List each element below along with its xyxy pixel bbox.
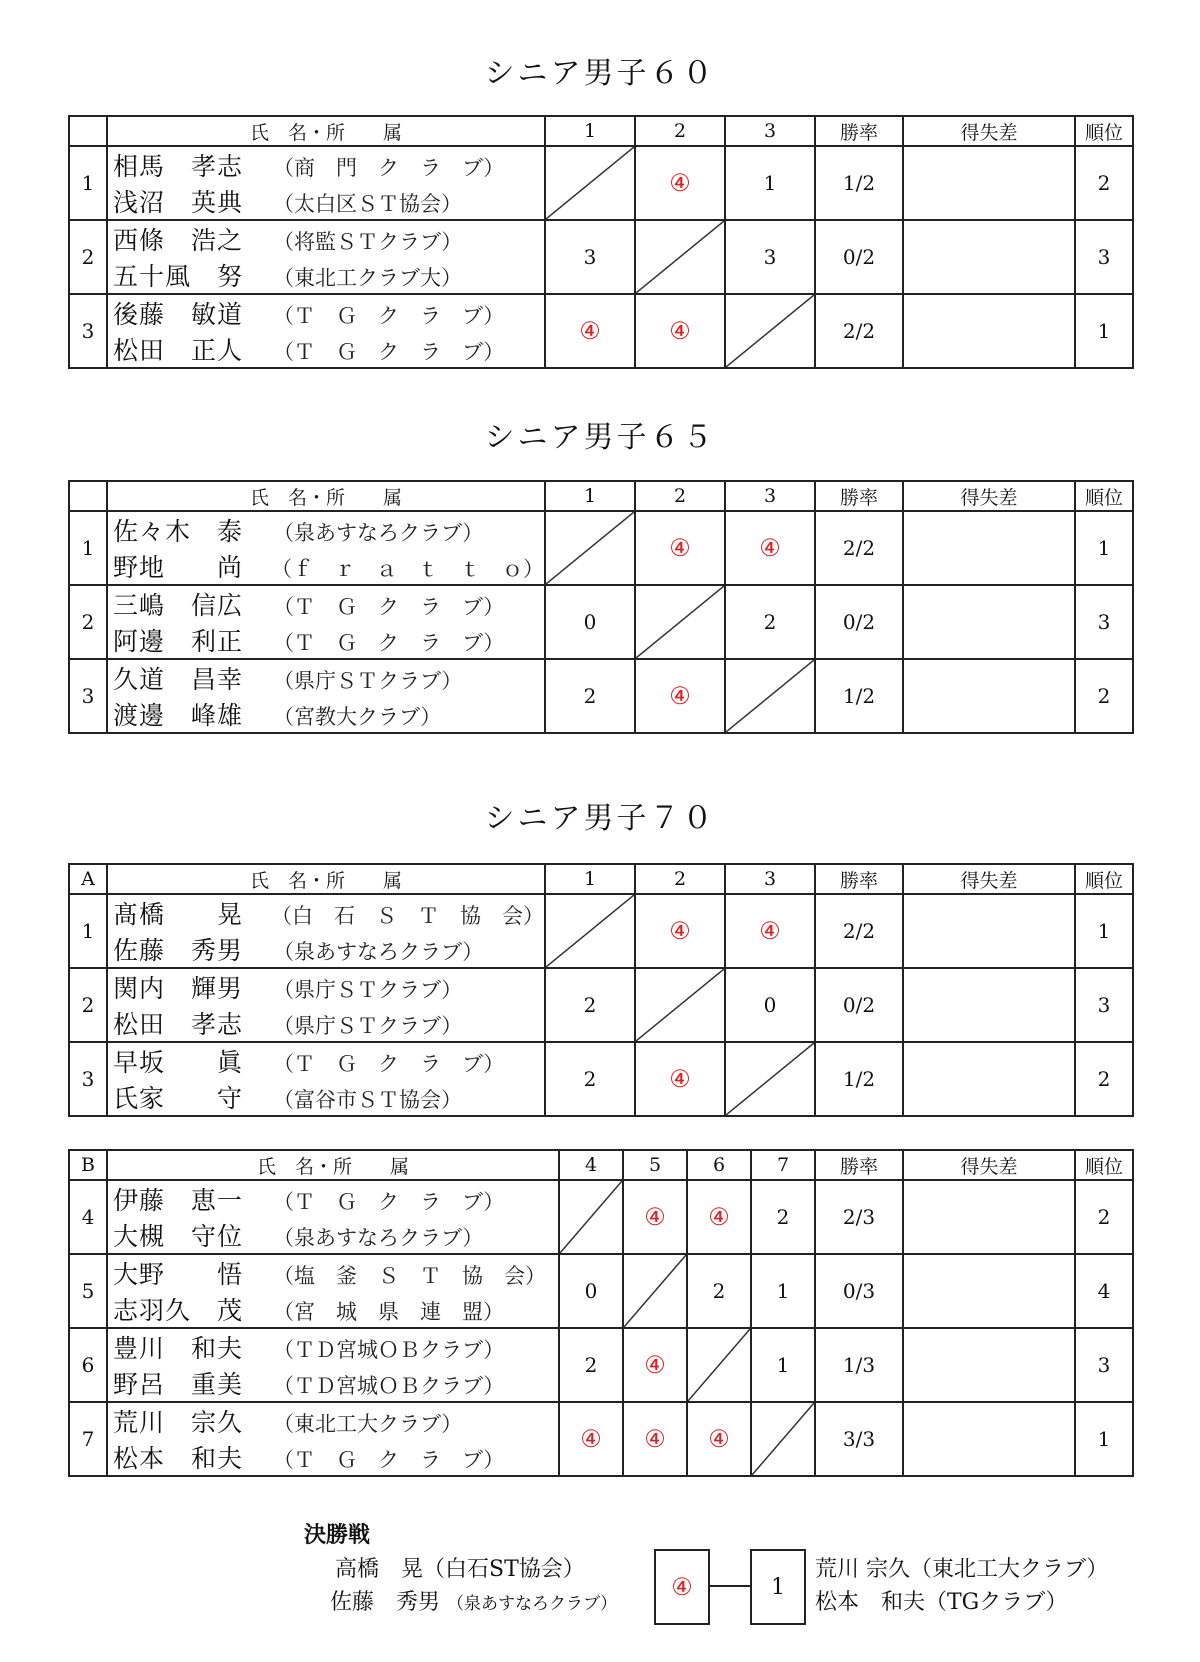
player-line-2 [113, 1217, 558, 1253]
player-club: （ＴＤ宮城ＯＢクラブ） [273, 1338, 505, 1362]
final-left-pair-2-name: 佐藤 秀男 [330, 1590, 441, 1615]
player-name: 相馬 孝志 [113, 152, 244, 181]
header-name-affiliation: 氏 名・所 属 [107, 864, 545, 894]
table-row [69, 511, 1133, 585]
point-diff [903, 585, 1075, 659]
player-club: （Ｔ Ｇ ク ラ ブ） [273, 1190, 505, 1214]
pair-number: 1 [69, 511, 107, 585]
win-score: ④ [669, 169, 691, 197]
player-name: 伊藤 恵一 [113, 1186, 244, 1215]
table-row [69, 1328, 1133, 1402]
pair-number: 5 [69, 1254, 107, 1328]
player-line-2 [113, 1079, 544, 1115]
win-rate: 0/2 [815, 968, 903, 1042]
rank: 1 [1075, 294, 1133, 368]
player-club: （宮 城 県 連 盟） [273, 1300, 504, 1324]
player-line-1 [113, 512, 544, 548]
match-score-cell: 0 [725, 968, 815, 1042]
table-row [69, 294, 1133, 368]
player-club: （Ｔ Ｇ ク ラ ブ） [273, 304, 505, 328]
pair-names [107, 220, 545, 294]
header-row [69, 116, 1133, 146]
rank: 2 [1075, 1180, 1133, 1254]
header-corner: B [69, 1150, 107, 1180]
match-score-cell [635, 659, 725, 733]
round-robin-table-70-b [68, 1149, 1134, 1477]
player-name: 阿邊 利正 [113, 627, 244, 656]
pair-names [107, 1180, 559, 1254]
pair-names [107, 1328, 559, 1402]
table-row [69, 968, 1133, 1042]
player-club: （東北工大クラブ） [273, 1412, 463, 1436]
pair-names [107, 659, 545, 733]
win-rate: 2/2 [815, 894, 903, 968]
player-line-1 [113, 1403, 558, 1439]
rank: 1 [1075, 894, 1133, 968]
self-match-cell [559, 1180, 623, 1254]
rank: 2 [1075, 146, 1133, 220]
match-score-cell: 2 [559, 1328, 623, 1402]
pair-number: 2 [69, 585, 107, 659]
header-row [69, 481, 1133, 511]
win-score: ④ [579, 317, 601, 345]
player-name: 氏家 守 [113, 1084, 244, 1113]
header-opponent-1: 1 [545, 481, 635, 511]
final-left-pair-1: 高橋 晃（白石ST協会） [335, 1557, 585, 1582]
final-right-pair-2: 松本 和夫（TGクラブ） [815, 1590, 1068, 1615]
self-match-cell [635, 220, 725, 294]
self-match-cell [725, 659, 815, 733]
header-corner: A [69, 864, 107, 894]
pair-names [107, 146, 545, 220]
final-right-pair-1: 荒川 宗久（東北工大クラブ） [815, 1557, 1109, 1582]
pair-number: 1 [69, 146, 107, 220]
match-score-cell [635, 1042, 725, 1116]
self-match-cell [635, 585, 725, 659]
self-match-cell [623, 1254, 687, 1328]
header-point-diff: 得失差 [903, 1150, 1075, 1180]
header-point-diff: 得失差 [903, 481, 1075, 511]
player-club: （泉あすなろクラブ） [273, 940, 484, 964]
pair-number: 6 [69, 1328, 107, 1402]
point-diff [903, 1402, 1075, 1476]
header-opponent-4: 4 [559, 1150, 623, 1180]
final-left-pair-2 [330, 1585, 617, 1616]
match-score-cell: 2 [725, 585, 815, 659]
win-score: ④ [669, 1065, 691, 1093]
player-name: 大野 悟 [113, 1260, 244, 1289]
match-score-cell [725, 511, 815, 585]
match-score-cell: 2 [687, 1254, 751, 1328]
win-rate: 2/2 [815, 511, 903, 585]
win-score: ④ [669, 917, 691, 945]
table-row [69, 894, 1133, 968]
header-name-affiliation: 氏 名・所 属 [107, 481, 545, 511]
match-score-cell: 1 [725, 146, 815, 220]
header-rank: 順位 [1075, 116, 1133, 146]
player-line-1 [113, 1329, 558, 1365]
match-score-cell: 0 [545, 585, 635, 659]
player-name: 渡邊 峰雄 [113, 701, 244, 730]
match-score-cell [635, 511, 725, 585]
point-diff [903, 1180, 1075, 1254]
player-line-2 [113, 696, 544, 732]
final-left-score: ④ [654, 1549, 710, 1625]
win-rate: 0/2 [815, 585, 903, 659]
header-point-diff: 得失差 [903, 864, 1075, 894]
match-score-cell [545, 294, 635, 368]
player-name: 野地 尚 [113, 553, 244, 582]
header-opponent-2: 2 [635, 116, 725, 146]
player-club: （泉あすなろクラブ） [273, 1226, 484, 1250]
player-name: 髙橋 晃 [113, 900, 244, 929]
player-name: 関内 輝男 [113, 974, 244, 1003]
player-line-1 [113, 221, 544, 257]
header-rank: 順位 [1075, 481, 1133, 511]
player-club: （塩 釜 Ｓ Ｔ 協 会） [273, 1264, 546, 1288]
win-rate: 2/2 [815, 294, 903, 368]
table-row [69, 146, 1133, 220]
win-rate: 1/2 [815, 1042, 903, 1116]
match-score-cell [635, 894, 725, 968]
pair-names [107, 894, 545, 968]
pair-names [107, 1042, 545, 1116]
match-score-cell [559, 1402, 623, 1476]
player-name: 志羽久 茂 [113, 1296, 244, 1325]
match-score-cell [635, 146, 725, 220]
player-name: 三嶋 信広 [113, 591, 244, 620]
pair-number: 1 [69, 894, 107, 968]
win-score: ④ [580, 1425, 602, 1453]
player-name: 野呂 重美 [113, 1370, 244, 1399]
final-connector-line [710, 1585, 750, 1587]
match-score-cell [687, 1402, 751, 1476]
point-diff [903, 894, 1075, 968]
win-score: ④ [669, 317, 691, 345]
match-score-cell: 3 [725, 220, 815, 294]
header-win-rate: 勝率 [815, 1150, 903, 1180]
section-title-60: シニア男子６０ [484, 56, 716, 91]
player-line-1 [113, 1181, 558, 1217]
player-club: （将監ＳＴクラブ） [273, 230, 463, 254]
header-rank: 順位 [1075, 864, 1133, 894]
win-rate: 0/2 [815, 220, 903, 294]
header-opponent-3: 3 [725, 864, 815, 894]
header-name-affiliation: 氏 名・所 属 [107, 1150, 559, 1180]
point-diff [903, 146, 1075, 220]
win-rate: 3/3 [815, 1402, 903, 1476]
player-line-2 [113, 331, 544, 367]
player-name: 後藤 敏道 [113, 300, 244, 329]
player-name: 浅沼 英典 [113, 188, 244, 217]
player-club: （ｆ ｒ ａ ｔ ｔ ｏ） [271, 557, 544, 581]
pair-number: 2 [69, 220, 107, 294]
header-opponent-2: 2 [635, 864, 725, 894]
point-diff [903, 968, 1075, 1042]
point-diff [903, 511, 1075, 585]
round-robin-table-60 [68, 115, 1134, 369]
match-score-cell [725, 894, 815, 968]
table-row [69, 1180, 1133, 1254]
player-line-1 [113, 660, 544, 696]
player-club: （太白区ＳＴ協会） [273, 192, 462, 216]
win-score: ④ [669, 534, 691, 562]
player-club: （富谷市ＳＴ協会） [273, 1088, 462, 1112]
table-row [69, 1254, 1133, 1328]
win-score: ④ [644, 1203, 666, 1231]
header-row [69, 864, 1133, 894]
player-name: 佐々木 泰 [113, 517, 244, 546]
player-line-2 [113, 1439, 558, 1475]
header-opponent-6: 6 [687, 1150, 751, 1180]
pair-number: 3 [69, 659, 107, 733]
header-opponent-3: 3 [725, 481, 815, 511]
player-line-2 [113, 257, 544, 293]
rank: 3 [1075, 220, 1133, 294]
player-name: 佐藤 秀男 [113, 936, 244, 965]
pair-number: 3 [69, 1042, 107, 1116]
player-line-1 [113, 969, 544, 1005]
player-name: 早坂 眞 [113, 1048, 244, 1077]
match-score-cell [635, 294, 725, 368]
player-club: （県庁ＳＴクラブ） [273, 978, 463, 1002]
header-corner [69, 116, 107, 146]
win-score: ④ [708, 1203, 730, 1231]
player-name: 松田 正人 [113, 336, 244, 365]
point-diff [903, 220, 1075, 294]
point-diff [903, 1254, 1075, 1328]
pair-number: 3 [69, 294, 107, 368]
point-diff [903, 294, 1075, 368]
player-club: （商 門 ク ラ ブ） [273, 156, 505, 180]
win-score: ④ [669, 682, 691, 710]
rank: 3 [1075, 1328, 1133, 1402]
player-club: （宮教大クラブ） [273, 705, 442, 729]
rank: 3 [1075, 968, 1133, 1042]
win-score: ④ [708, 1425, 730, 1453]
header-corner [69, 481, 107, 511]
header-opponent-5: 5 [623, 1150, 687, 1180]
header-opponent-7: 7 [751, 1150, 815, 1180]
point-diff [903, 1042, 1075, 1116]
table-row [69, 220, 1133, 294]
win-rate: 2/3 [815, 1180, 903, 1254]
player-name: 五十風 努 [113, 262, 244, 291]
header-win-rate: 勝率 [815, 481, 903, 511]
player-club: （Ｔ Ｇ ク ラ ブ） [273, 631, 505, 655]
match-score-cell [623, 1328, 687, 1402]
final-right-score: 1 [750, 1549, 806, 1625]
final-left-pair-2-club: （泉あすなろクラブ） [447, 1594, 618, 1614]
player-line-2 [113, 183, 544, 219]
player-name: 荒川 宗久 [113, 1408, 244, 1437]
self-match-cell [751, 1402, 815, 1476]
player-name: 大槻 守位 [113, 1222, 244, 1251]
pair-number: 7 [69, 1402, 107, 1476]
table-row [69, 1402, 1133, 1476]
player-club: （白 石 Ｓ Ｔ 協 会） [271, 904, 544, 928]
self-match-cell [725, 1042, 815, 1116]
player-club: （Ｔ Ｇ ク ラ ブ） [273, 340, 505, 364]
player-club: （東北工クラブ大） [273, 266, 462, 290]
header-win-rate: 勝率 [815, 116, 903, 146]
round-robin-table-65 [68, 480, 1134, 734]
header-rank: 順位 [1075, 1150, 1133, 1180]
self-match-cell [545, 511, 635, 585]
pair-names [107, 511, 545, 585]
header-name-affiliation: 氏 名・所 属 [107, 116, 545, 146]
player-club: （県庁ＳＴクラブ） [273, 1014, 463, 1038]
header-opponent-1: 1 [545, 116, 635, 146]
final-title: 決勝戦 [304, 1522, 371, 1548]
match-score-cell: 2 [545, 659, 635, 733]
player-name: 豊川 和夫 [113, 1334, 244, 1363]
rank: 1 [1075, 511, 1133, 585]
header-opponent-3: 3 [725, 116, 815, 146]
self-match-cell [725, 294, 815, 368]
pair-names [107, 968, 545, 1042]
rank: 4 [1075, 1254, 1133, 1328]
table-row [69, 585, 1133, 659]
pair-number: 2 [69, 968, 107, 1042]
player-club: （泉あすなろクラブ） [273, 521, 484, 545]
win-score: ④ [644, 1351, 666, 1379]
match-score-cell: 2 [751, 1180, 815, 1254]
self-match-cell [545, 146, 635, 220]
match-score-cell: 3 [545, 220, 635, 294]
player-line-2 [113, 548, 544, 584]
player-line-1 [113, 1255, 558, 1291]
player-line-1 [113, 895, 544, 931]
header-point-diff: 得失差 [903, 116, 1075, 146]
win-score: ④ [644, 1425, 666, 1453]
table-row [69, 659, 1133, 733]
player-line-2 [113, 1291, 558, 1327]
win-rate: 1/2 [815, 659, 903, 733]
player-line-2 [113, 622, 544, 658]
rank: 1 [1075, 1402, 1133, 1476]
win-rate: 1/3 [815, 1328, 903, 1402]
player-name: 松本 和夫 [113, 1444, 244, 1473]
self-match-cell [687, 1328, 751, 1402]
player-name: 久道 昌幸 [113, 665, 244, 694]
point-diff [903, 659, 1075, 733]
match-score-cell: 2 [545, 968, 635, 1042]
player-club: （Ｔ Ｇ ク ラ ブ） [273, 595, 505, 619]
rank: 2 [1075, 1042, 1133, 1116]
player-line-1 [113, 147, 544, 183]
player-line-1 [113, 295, 544, 331]
self-match-cell [635, 968, 725, 1042]
player-club: （Ｔ Ｇ ク ラ ブ） [273, 1052, 505, 1076]
self-match-cell [545, 894, 635, 968]
pair-names [107, 1254, 559, 1328]
round-robin-table-70-a [68, 863, 1134, 1117]
match-score-cell [687, 1180, 751, 1254]
win-rate: 0/3 [815, 1254, 903, 1328]
header-win-rate: 勝率 [815, 864, 903, 894]
win-rate: 1/2 [815, 146, 903, 220]
win-score: ④ [759, 534, 781, 562]
match-score-cell [623, 1180, 687, 1254]
section-title-70: シニア男子７０ [484, 801, 716, 836]
win-score: ④ [759, 917, 781, 945]
match-score-cell: 0 [559, 1254, 623, 1328]
player-club: （Ｔ Ｇ ク ラ ブ） [273, 1448, 505, 1472]
match-score-cell: 2 [545, 1042, 635, 1116]
match-score-cell: 1 [751, 1254, 815, 1328]
table-row [69, 1042, 1133, 1116]
point-diff [903, 1328, 1075, 1402]
player-line-2 [113, 1005, 544, 1041]
pair-number: 4 [69, 1180, 107, 1254]
match-score-cell [623, 1402, 687, 1476]
match-score-cell: 1 [751, 1328, 815, 1402]
header-opponent-2: 2 [635, 481, 725, 511]
player-line-1 [113, 1043, 544, 1079]
player-club: （県庁ＳＴクラブ） [273, 669, 463, 693]
rank: 3 [1075, 585, 1133, 659]
player-line-1 [113, 586, 544, 622]
header-opponent-1: 1 [545, 864, 635, 894]
pair-names [107, 585, 545, 659]
rank: 2 [1075, 659, 1133, 733]
pair-names [107, 294, 545, 368]
player-line-2 [113, 931, 544, 967]
player-name: 松田 孝志 [113, 1010, 244, 1039]
player-club: （ＴＤ宮城ＯＢクラブ） [273, 1374, 505, 1398]
pair-names [107, 1402, 559, 1476]
player-name: 西條 浩之 [113, 226, 244, 255]
header-row [69, 1150, 1133, 1180]
section-title-65: シニア男子６５ [484, 420, 716, 455]
player-line-2 [113, 1365, 558, 1401]
